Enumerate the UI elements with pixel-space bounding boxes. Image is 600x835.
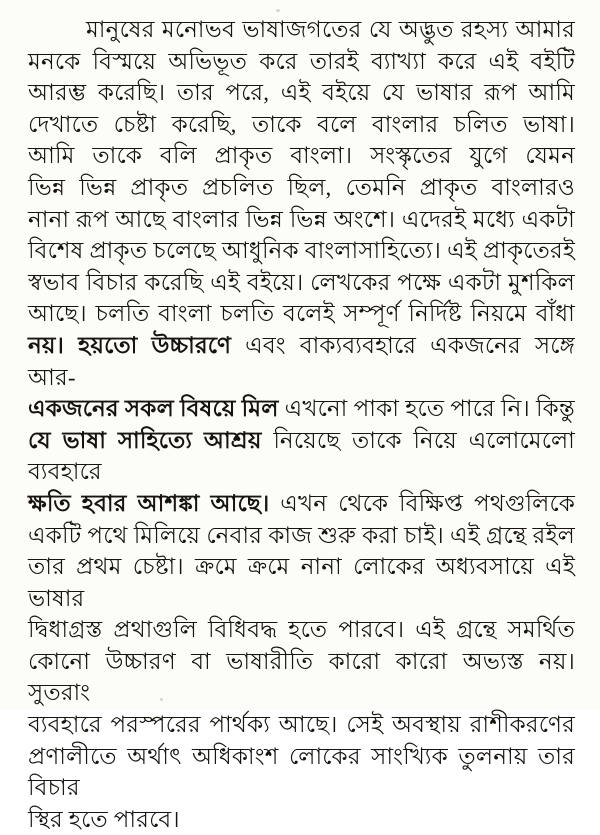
text-segment: প্রণালীতে অর্থাৎ অধিকাংশ লোকের সাংখ্যিক তুলনায় তার বিচার [28,743,575,801]
text-segment: কোনো উচ্চারণ বা ভাষারীতি কারো কারো অভ্যস্ত নয়। সুতরাং [28,648,575,706]
text-line [28,551,575,614]
text-line [28,330,575,393]
bold-text-segment: যে ভাষা সাহিত্যে আশ্রয় [28,427,262,453]
text-segment: দেখাতে চেষ্টা করেছি, তাকে বলে বাংলার চলিত ভাষা। [28,111,575,137]
text-segment: দ্বিধাগ্রস্ত প্রথাগুলি বিধিবদ্ধ হতে পারবে। এই গ্রন্থে সমর্থিত [28,617,575,643]
text-segment: আরম্ভ করেছি। তার পরে, এই বইয়ে যে ভাষার রূপ আমি [28,80,575,106]
bold-text-segment: ক্ষতি হবার আশঙ্কা আছে। [28,490,270,516]
text-segment: ব্যবহারে পরস্পরের পার্থক্য আছে। সেই অবস্থায় রাশীকরণের [28,712,575,738]
text-segment: মনকে বিস্ময়ে অভিভূত করে তারই ব্যাখ্যা করে এই বইটি [28,48,575,74]
text-segment: একটি পথে মিলিয়ে নেবার কাজ শুরু করা চাই। এই গ্রন্থে রইল [28,522,575,548]
text-segment: স্থির হতে পারবে। [28,806,180,832]
text-line [28,646,575,709]
text-line [28,709,575,741]
text-line [28,298,575,330]
text-line [28,204,575,236]
text-line [28,614,575,646]
text-line [28,741,575,804]
paragraph [28,14,575,835]
text-line [28,235,575,267]
text-segment: তার প্রথম চেষ্টা। ক্রমে ক্রমে নানা লোকের অধ্যবসায়ে এই ভাষার [28,554,575,611]
scan-speck [160,698,163,701]
text-segment: এখন থেকে বিক্ষিপ্ত পথগুলিকে [269,490,575,516]
text-line [28,267,575,299]
text-line [28,140,575,172]
text-line [28,520,575,552]
text-line [28,172,575,204]
text-line [28,804,575,835]
text-line [28,109,575,141]
text-segment: আছে। চলতি বাংলা চলতি বলেই সম্পূর্ণ নির্দিষ্ট নিয়মে বাঁধা [28,301,575,327]
text-segment: স্বভাব বিচার করেছি এই বইয়ে। লেখকের পক্ষে একটা মুশকিল [28,269,575,295]
text-segment: এবং বাক্যব্যবহারে একজনের সঙ্গে আর- [28,332,575,390]
text-line [28,425,575,488]
text-segment: নিয়েছে তাকে নিয়ে এলোমেলো ব্যবহারে [28,427,576,485]
bold-text-segment: নয়। হয়তো উচ্চারণে [28,332,232,358]
text-segment: আমি তাকে বলি প্রাকৃত বাংলা। সংস্কৃতের যুগে যেমন [28,143,575,169]
scan-speck [276,9,280,12]
text-segment: বিশেষ প্রাকৃত চলেছে আধুনিক বাংলাসাহিত্যে। এই প্রাকৃতেরই [28,238,575,264]
text-segment: মানুষের মনোভব ভাষাজগতের যে অদ্ভুত রহস্য আমার [86,17,575,42]
text-line [28,393,575,425]
text-line [28,488,575,520]
text-line [28,77,575,109]
text-segment: এখনো পাকা হতে পারে নি। কিন্তু [278,396,575,422]
text-line [28,14,575,46]
text-segment: নানা রূপ আছে বাংলার ভিন্ন ভিন্ন অংশে। এদেরই মধ্যে একটা [28,206,575,232]
text-line [28,46,575,78]
text-segment: ভিন্ন ভিন্ন প্রাকৃত প্রচলিত ছিল, তেমনি প্রাকৃত বাংলারও [28,174,575,200]
bold-text-segment: একজনের সকল বিষয়ে মিল [28,396,279,422]
